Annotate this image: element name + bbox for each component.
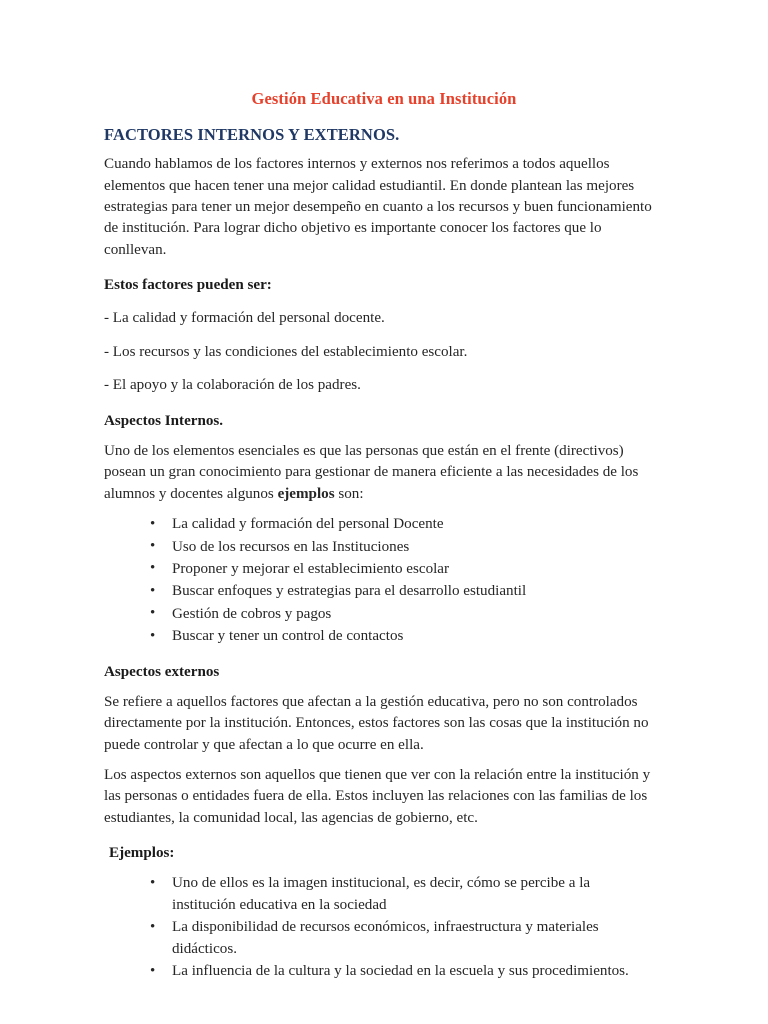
internal-paragraph-text-before: Uno de los elementos esenciales es que las personas que están en el frente (directivos) posean un gran conocimiento para gestionar de manera eficiente a las necesidades de los alumnos y docentes algunos — [104, 442, 639, 502]
internal-bullet-list — [104, 514, 664, 648]
intro-paragraph: Cuando hablamos de los factores internos y externos nos referimos a todos aquellos elementos que hacen tener una mejor calidad estudiantil. En donde plantean las mejores estrategias para tener un mejor desempeño en cuanto a los recursos y buen funcionamiento de institución. Para lograr dicho objetivo es importante conocer los factores que lo conllevan. — [104, 156, 652, 258]
internal-paragraph-text-after: son: — [334, 485, 364, 502]
internal-paragraph-emphasis: ejemplos — [277, 485, 335, 502]
external-paragraph-1: Se refiere a aquellos factores que afectan a la gestión educativa, pero no son controlados directamente por la institución. Entonces, estos factores son las cosas que la institución no puede controlar y que afectan a lo que ocurre en ella. — [104, 693, 649, 753]
dash-list-item: - Los recursos y las condiciones del establecimiento escolar. — [104, 343, 468, 360]
section-heading-aspectos-externos: Aspectos externos — [104, 663, 220, 680]
dash-list-item: - El apoyo y la colaboración de los padres. — [104, 377, 361, 394]
dash-list-item: - La calidad y formación del personal docente. — [104, 310, 385, 327]
document-subtitle-factores-internos-externos: FACTORES INTERNOS Y EXTERNOS. — [104, 124, 400, 144]
list-item: • La influencia de la cultura y la sociedad en la escuela y sus procedimientos. — [150, 961, 664, 982]
list-item: • La calidad y formación del personal Docente — [150, 514, 664, 535]
external-bullet-list — [104, 873, 664, 982]
internal-intro-paragraph — [104, 441, 664, 505]
list-item: • Proponer y mejorar el establecimiento escolar — [150, 559, 664, 580]
document-title: Gestión Educativa en una Institución — [251, 89, 517, 108]
list-item: • La disponibilidad de recursos económicos, infraestructura y materiales didácticos. — [150, 917, 664, 960]
list-item: • Buscar y tener un control de contactos — [150, 626, 664, 647]
section-heading-ejemplos: Ejemplos: — [109, 845, 175, 862]
section-heading-estos-factores: Estos factores pueden ser: — [104, 277, 272, 294]
list-item: • Gestión de cobros y pagos — [150, 604, 664, 625]
list-item: • Uso de los recursos en las Instituciones — [150, 537, 664, 558]
list-item: • Buscar enfoques y estrategias para el desarrollo estudiantil — [150, 581, 664, 602]
external-paragraph-2: Los aspectos externos son aquellos que tienen que ver con la relación entre la institución y las personas o entidades fuera de ella. Estos incluyen las relaciones con las familias de los estudiantes, la comunidad local, las agencias de gobierno, etc. — [104, 767, 651, 826]
list-item: • Uno de ellos es la imagen institucional, es decir, cómo se percibe a la institución educativa en la sociedad — [150, 873, 664, 916]
section-heading-aspectos-internos: Aspectos Internos. — [104, 412, 224, 429]
